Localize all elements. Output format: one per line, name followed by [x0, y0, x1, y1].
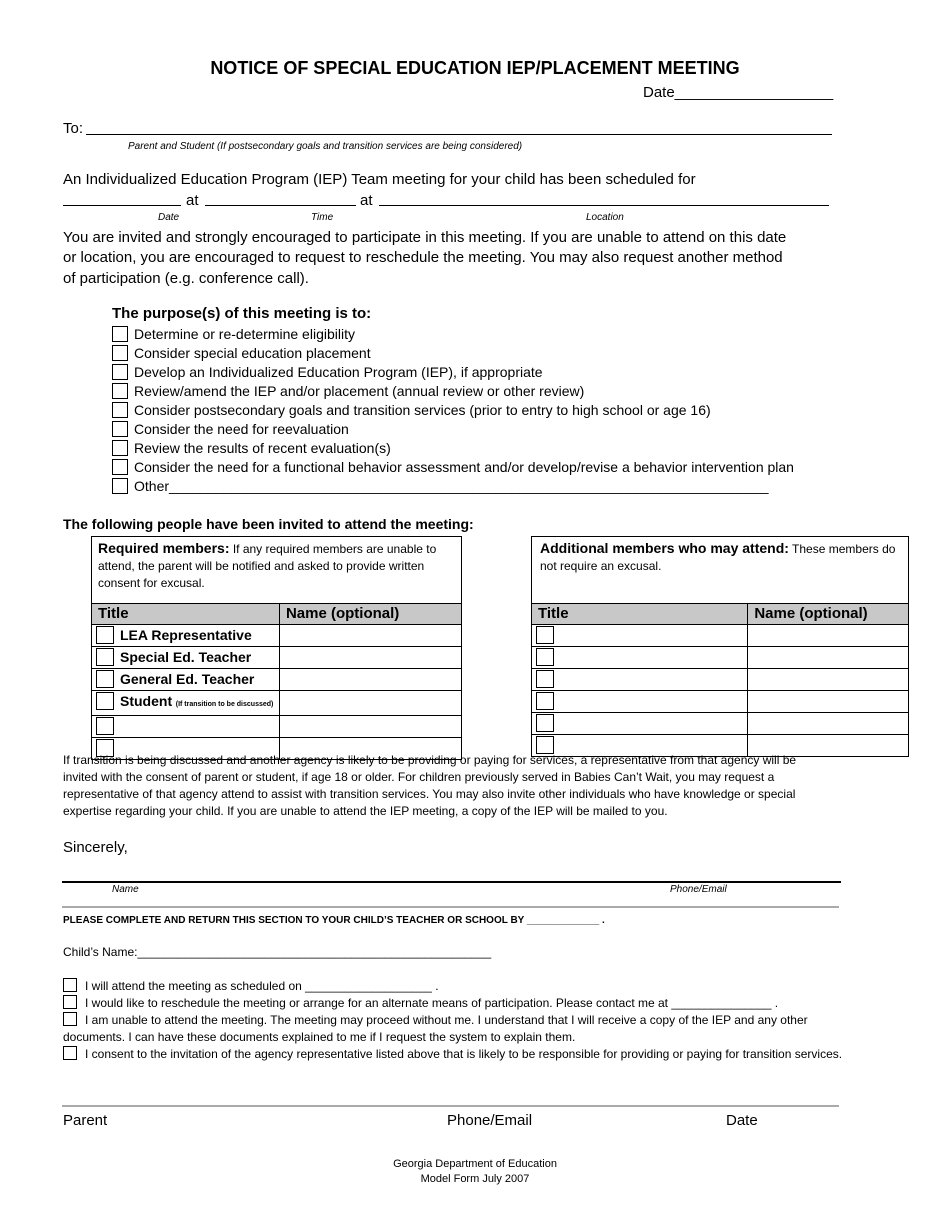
form-title: NOTICE OF SPECIAL EDUCATION IEP/PLACEMENT MEETING [210, 58, 740, 78]
purpose-item: Review the results of recent evaluation(s) [112, 439, 391, 458]
col-title: Title [532, 604, 748, 625]
name-cell[interactable] [748, 713, 909, 735]
phone-caption: Phone/Email [670, 884, 727, 895]
to-field[interactable] [86, 134, 832, 135]
purpose-checkbox[interactable] [112, 345, 128, 361]
location-caption: Location [586, 212, 624, 223]
sincerely-text: Sincerely, [63, 839, 128, 856]
purpose-item: Develop an Individualized Education Program (IEP), if appropriate [112, 363, 543, 382]
additional-members-header: Additional members who may attend: These members do not require an excusal. [532, 537, 909, 604]
return-instruction: PLEASE COMPLETE AND RETURN THIS SECTION TO YOUR CHILD’S TEACHER OR SCHOOL BY _____________ . [63, 915, 605, 926]
additional-members-table [531, 536, 909, 757]
member-checkbox[interactable] [536, 714, 554, 732]
purpose-checkbox[interactable] [112, 440, 128, 456]
response-checkbox[interactable] [63, 1046, 77, 1060]
name-cell[interactable] [279, 716, 461, 738]
response-option: I would like to reschedule the meeting or arrange for an alternate means of participation. Please contact me at _______________ . [63, 995, 843, 1012]
transition-text-3: representative of that agency attend to assist with transition services. You may also invite other individuals who have knowledge or special [63, 787, 796, 801]
purpose-item-other: Other_____________________________________________________________________________ [112, 477, 769, 496]
purpose-checkbox[interactable] [112, 421, 128, 437]
at-label-1: at [186, 192, 199, 209]
transition-text-2: invited with the consent of parent or student, if age 18 or older. For children previously served in Babies Can’t Wait, you may request a [63, 770, 775, 784]
member-checkbox[interactable] [96, 717, 114, 735]
col-title: Title [92, 604, 280, 625]
name-cell[interactable] [279, 669, 461, 691]
table-row: General Ed. Teacher [92, 669, 462, 691]
at-label-2: at [360, 192, 373, 209]
purpose-checkbox[interactable] [112, 383, 128, 399]
response-option: I consent to the invitation of the agency representative listed above that is likely to be responsible for providing or paying for transition services. [63, 1046, 843, 1063]
table-row [532, 691, 909, 713]
name-cell[interactable] [748, 691, 909, 713]
time-caption: Time [311, 212, 334, 223]
member-checkbox[interactable] [96, 648, 114, 666]
table-row [92, 716, 462, 738]
transition-text-4: expertise regarding your child. If you are unable to attend the IEP meeting, a copy of the IEP will be mailed to you. [63, 804, 668, 818]
member-checkbox[interactable] [536, 648, 554, 666]
name-cell[interactable] [279, 647, 461, 669]
name-cell[interactable] [748, 669, 909, 691]
response-checkbox[interactable] [63, 1012, 77, 1026]
meeting-intro: An Individualized Education Program (IEP) Team meeting for your child has been scheduled for [63, 171, 696, 188]
footer-org: Georgia Department of Education [393, 1158, 557, 1170]
parent-label: Parent [63, 1112, 108, 1129]
name-caption: Name [112, 884, 139, 895]
section-divider [62, 906, 839, 908]
transition-text-1: If transition is being discussed and another agency is likely to be providing or paying for services, a representative from that agency will be [63, 753, 797, 767]
member-checkbox[interactable] [96, 692, 114, 710]
name-cell[interactable] [279, 625, 461, 647]
table-row [532, 713, 909, 735]
purpose-item: Determine or re-determine eligibility [112, 325, 355, 344]
response-checkbox[interactable] [63, 978, 77, 992]
required-members-table [91, 536, 462, 760]
purpose-item: Consider the need for a functional behavior assessment and/or develop/revise a behavior intervention plan [112, 458, 794, 477]
date-caption: Date [158, 212, 180, 223]
purpose-checkbox[interactable] [112, 478, 128, 494]
date-field[interactable]: Date___________________ [643, 84, 834, 101]
response-checkbox[interactable] [63, 995, 77, 1009]
member-checkbox[interactable] [96, 670, 114, 688]
response-option: I will attend the meeting as scheduled on ___________________ . [63, 978, 843, 995]
table-row: Student (If transition to be discussed) [92, 691, 462, 716]
purpose-checkbox[interactable] [112, 326, 128, 342]
member-checkbox[interactable] [536, 692, 554, 710]
member-checkbox[interactable] [536, 626, 554, 644]
table-row [532, 647, 909, 669]
meeting-time-field[interactable] [205, 205, 356, 206]
parent-signature-line[interactable] [62, 1105, 839, 1107]
invite-text-1: You are invited and strongly encouraged to participate in this meeting. If you are unable to attend on this date [63, 229, 787, 246]
purpose-heading: The purpose(s) of this meeting is to: [112, 305, 372, 322]
purpose-item: Consider special education placement [112, 344, 371, 363]
sender-signature-line[interactable] [62, 881, 841, 883]
purpose-checkbox[interactable] [112, 402, 128, 418]
name-cell[interactable] [748, 647, 909, 669]
table-row: Special Ed. Teacher [92, 647, 462, 669]
invited-heading: The following people have been invited to attend the meeting: [63, 516, 474, 532]
purpose-item: Review/amend the IEP and/or placement (annual review or other review) [112, 382, 584, 401]
col-name: Name (optional) [748, 604, 909, 625]
meeting-location-field[interactable] [379, 205, 829, 206]
child-name-field[interactable]: Child’s Name:_____________________________________________________ [63, 945, 492, 959]
purpose-item: Consider the need for reevaluation [112, 420, 349, 439]
member-checkbox[interactable] [96, 626, 114, 644]
member-checkbox[interactable] [536, 736, 554, 754]
footer-form: Model Form July 2007 [420, 1173, 530, 1185]
table-row [532, 625, 909, 647]
date-label: Date [726, 1112, 758, 1129]
phone-email-label: Phone/Email [447, 1112, 533, 1129]
to-sublabel: Parent and Student (If postsecondary goals and transition services are being considered) [128, 141, 523, 152]
meeting-date-field[interactable] [63, 205, 181, 206]
name-cell[interactable] [748, 625, 909, 647]
to-label: To: [63, 120, 84, 137]
table-row [532, 669, 909, 691]
purpose-checkbox[interactable] [112, 364, 128, 380]
response-option: I am unable to attend the meeting. The meeting may proceed without me. I understand that I will receive a copy of the IEP and any other documents. I can have these documents explained to me if I request the system to explain them. [63, 1013, 808, 1044]
purpose-item: Consider postsecondary goals and transition services (prior to entry to high school or age 16) [112, 401, 711, 420]
invite-text-3: of participation (e.g. conference call). [63, 270, 309, 287]
table-row: LEA Representative [92, 625, 462, 647]
invite-text-2: or location, you are encouraged to request to reschedule the meeting. You may also request another method [63, 249, 783, 266]
required-members-header: Required members: If any required members are unable to attend, the parent will be notified and asked to provide written consent for excusal. [92, 537, 462, 604]
member-checkbox[interactable] [536, 670, 554, 688]
name-cell[interactable] [279, 691, 461, 716]
col-name: Name (optional) [279, 604, 461, 625]
purpose-checkbox[interactable] [112, 459, 128, 475]
